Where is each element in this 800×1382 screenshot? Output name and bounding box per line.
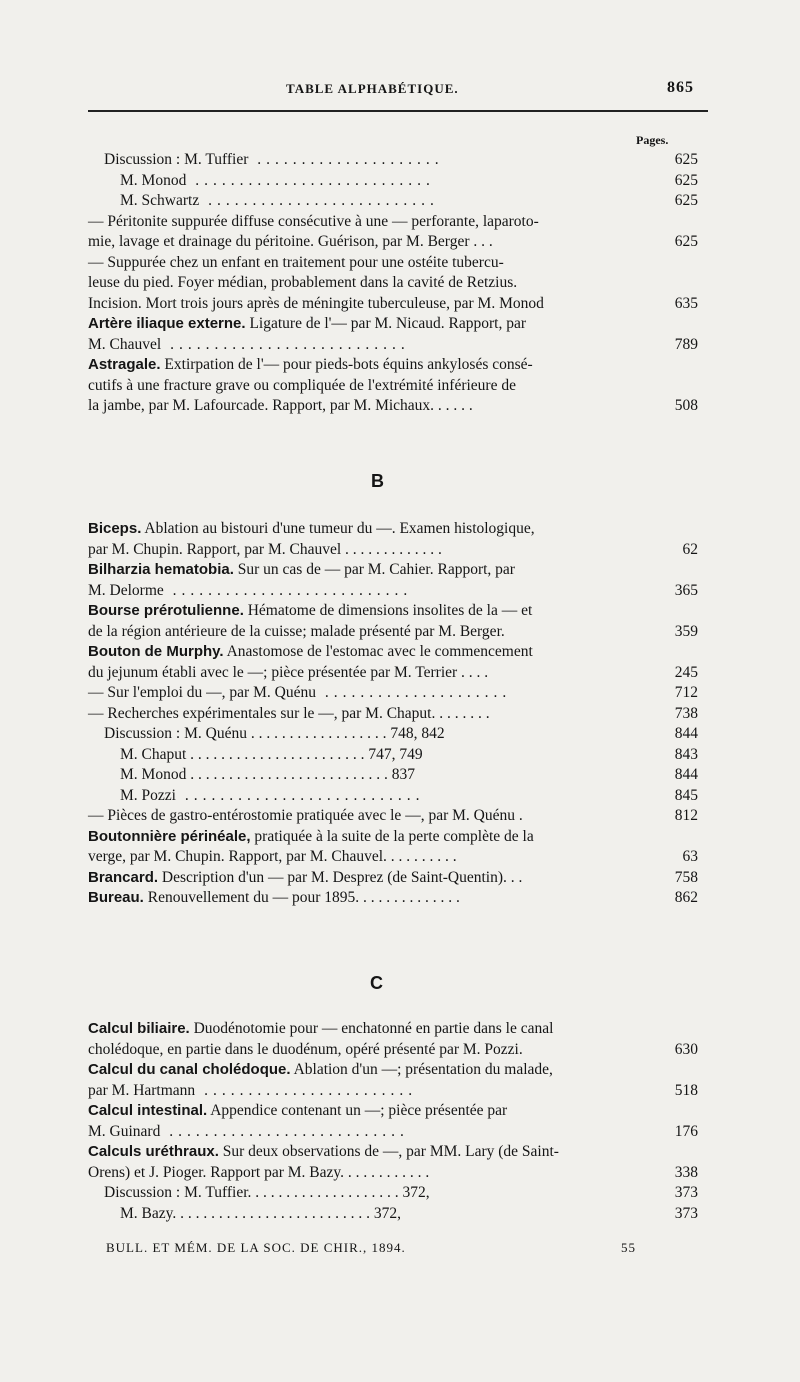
entry-text [120,745,423,766]
page-reference: 844 [674,725,698,742]
index-entry-line [88,888,698,909]
entry-text [88,642,533,663]
page-reference: 812 [674,807,698,824]
page-reference: 63 [682,848,698,865]
page-reference: 625 [674,151,698,168]
entry-text [88,868,522,889]
index-entry-line [88,765,698,786]
index-entry-line [88,314,698,335]
entry-text [88,273,517,294]
page-reference: 338 [674,1163,698,1181]
entry-text [88,888,460,909]
page-number: 865 [667,79,694,96]
entry-text [104,724,445,745]
entry-text [104,1183,430,1204]
running-title: TABLE ALPHABÉTIQUE. [286,81,459,96]
entry-text [88,704,490,725]
entry-body: M. Pozzi [120,786,176,804]
entry-body: Discussion : M. Tuffier. . . . . . . . . . . . . . . . . . . . 372, [104,1184,430,1201]
index-entry-line [88,376,698,397]
index-entry-line [88,868,698,889]
entry-body: Appendice contenant un —; pièce présentée par [207,1102,508,1119]
entry-text [88,540,442,561]
entry-body: Ligature de l'— par M. Nicaud. Rapport, par [245,315,526,332]
entry-body: pratiquée à la suite de la perte complète de la [250,827,534,845]
leader-dots: .......................... [199,192,439,209]
running-head [88,79,696,99]
page-reference: 508 [674,397,698,414]
section-letter-c: C [370,973,383,993]
index-entry-line [88,253,698,274]
entry-text [120,786,424,807]
index-section-b [88,519,698,909]
entry-body: Orens) et J. Pioger. Rapport par M. Bazy. . . . . . . . . . . . [88,1163,430,1181]
entry-body: Renouvellement du — pour 1895. . . . . . . . . . . . . . [143,889,460,906]
entry-body: Extirpation de l'— pour pieds-bots équins ankylosés consé- [160,356,533,373]
page-reference: 365 [674,581,698,599]
entry-text [88,232,493,253]
page-reference: 62 [682,540,698,558]
page-reference: 844 [674,766,698,783]
entry-body: de la région antérieure de la cuisse; malade présenté par M. Berger. [88,622,505,640]
entry-text [88,355,533,376]
entry-text [88,1101,507,1122]
entry-body: verge, par M. Chupin. Rapport, par M. Chauvel. . . . . . . . . . [88,848,457,865]
page-reference: 625 [674,233,698,250]
page-reference: 359 [674,622,698,640]
pages-column-label: Pages. [636,133,669,147]
entry-text [88,847,457,868]
entry-headword: Calculs uréthraux. [88,1143,219,1160]
index-entry-line [88,1183,698,1204]
leader-dots: ........................... [175,786,425,804]
entry-body: — Recherches expérimentales sur le —, par M. Chaput. . . . . . . . [88,704,490,722]
index-entry-line [88,745,698,766]
index-entry-line [88,294,698,315]
entry-text [88,601,532,622]
entry-text [88,560,515,581]
index-entry-line [88,232,698,253]
entry-body: M. Chauvel [88,335,162,353]
entry-body: M. Monod [120,171,187,189]
page-reference: 630 [674,1040,698,1058]
entry-text [88,253,504,274]
index-entry-line [88,560,698,581]
leader-dots: ........................ [195,1081,418,1099]
entry-headword: Biceps. [88,520,142,537]
index-entry-line [88,273,698,294]
entry-headword: Bourse prérotulienne. [88,602,244,619]
page-reference: 843 [674,745,698,763]
entry-body: M. Chaput . . . . . . . . . . . . . . . . . . . . . . . 747, 749 [120,745,423,763]
index-entry-line [88,622,698,643]
page-reference: 738 [674,704,698,722]
index-section-a [88,150,698,417]
entry-text [120,191,439,212]
index-entry-line [88,212,698,233]
index-entry-line [88,1204,698,1225]
entry-body: — Péritonite suppurée diffuse consécutive à une — perforante, laparoto- [88,212,539,230]
entry-body: par M. Hartmann [88,1081,196,1099]
leader-dots: ........................... [186,171,435,189]
entry-body: cutifs à une fracture grave ou compliquée de l'extrémité inférieure de [88,376,516,394]
index-entry-line [88,191,698,212]
index-entry-line [88,786,698,807]
entry-text [88,581,412,602]
header-rule [88,110,708,112]
leader-dots: ........................... [160,1122,409,1140]
entry-text [120,1204,401,1225]
leader-dots: ........................... [163,581,413,599]
entry-body: du jejunum établi avec le —; pièce présentée par M. Terrier . . . . [88,663,489,681]
page-reference: 373 [674,1204,698,1222]
leader-dots: ........................... [161,335,410,353]
entry-text [88,622,505,643]
index-entry-line [88,663,698,684]
entry-headword: Artère iliaque externe. [88,315,246,332]
page-reference: 373 [674,1184,698,1201]
entry-body: M. Bazy. . . . . . . . . . . . . . . . . . . . . . . . . . 372, [120,1204,401,1222]
entry-body: — Pièces de gastro-entérostomie pratiquée avec le —, par M. Quénu . [88,807,523,824]
entry-headword: Bureau. [88,889,144,906]
index-entry-line [88,355,698,376]
entry-headword: Brancard. [88,868,159,886]
entry-body: Hématome de dimensions insolites de la — et [243,602,533,619]
entry-text [88,519,535,540]
entry-body: M. Delorme [88,581,164,599]
entry-text [88,212,539,233]
entry-text [120,765,415,786]
entry-text [88,335,410,356]
index-entry-line [88,683,698,704]
index-entry-line [88,1081,698,1102]
entry-headword: Calcul biliaire. [88,1020,190,1037]
entry-body: — Suppurée chez un enfant en traitement pour une ostéite tubercu- [88,253,504,271]
entry-text [88,1163,429,1184]
entry-body: leuse du pied. Foyer médian, probablement dans la cavité de Retzius. [88,274,518,291]
entry-text [88,396,473,417]
index-entry-line [88,150,698,171]
index-entry-line [88,581,698,602]
index-entry-line [88,1101,698,1122]
entry-body: Sur un cas de — par M. Cahier. Rapport, par [233,561,515,578]
entry-body: Incision. Mort trois jours après de méningite tuberculeuse, par M. Monod [88,294,544,312]
entry-text [88,1060,553,1081]
entry-body: M. Monod . . . . . . . . . . . . . . . . . . . . . . . . . . 837 [120,766,415,783]
entry-headword: Calcul intestinal. [88,1102,208,1119]
index-entry-line [88,601,698,622]
entry-body: Discussion : M. Quénu . . . . . . . . . . . . . . . . . . 748, 842 [104,725,445,742]
index-entry-line [88,827,698,848]
index-entry-line [88,1060,698,1081]
entry-text [88,663,488,684]
index-entry-line [88,847,698,868]
entry-text [88,294,544,315]
page-reference: 789 [674,335,698,353]
entry-text [88,1019,553,1040]
entry-body: cholédoque, en partie dans le duodénum, opéré présenté par M. Pozzi. [88,1040,523,1058]
index-entry-line [88,396,698,417]
index-entry-line [88,704,698,725]
leader-dots: ..................... [315,684,512,701]
page-reference: 635 [674,294,698,312]
index-entry-line [88,1122,698,1143]
footer-citation: BULL. ET MÉM. DE LA SOC. DE CHIR., 1894. [106,1240,406,1255]
entry-text [88,314,526,335]
page-reference: 625 [674,171,698,189]
section-letter-b: B [371,471,384,491]
entry-body: par M. Chupin. Rapport, par M. Chauvel . . . . . . . . . . . . . [88,540,442,558]
entry-headword: Calcul du canal cholédoque. [88,1061,291,1078]
index-entry-line [88,1019,698,1040]
index-entry-line [88,1163,698,1184]
page-reference: 758 [674,868,698,886]
entry-body: Discussion : M. Tuffier [104,151,249,168]
index-entry-line [88,540,698,561]
entry-body: la jambe, par M. Lafourcade. Rapport, par M. Michaux. . . . . . [88,397,473,414]
page-reference: 625 [674,192,698,209]
page-reference: 845 [674,786,698,804]
index-entry-line [88,335,698,356]
leader-dots: ..................... [248,151,444,168]
page-reference: 176 [674,1122,698,1140]
footer [106,1240,636,1256]
entry-body: Anastomose de l'estomac avec le commencement [223,643,533,660]
index-entry-line [88,642,698,663]
page-reference: 518 [674,1081,698,1099]
entry-text [88,1122,409,1143]
entry-text [88,806,523,827]
entry-text [88,376,516,397]
entry-body: Ablation au bistouri d'une tumeur du —. Examen histologique, [141,520,535,537]
entry-text [88,1142,559,1163]
entry-headword: Boutonnière périnéale, [88,827,251,845]
entry-text [120,171,435,192]
entry-text [88,1040,523,1061]
entry-body: Ablation d'un —; présentation du malade, [290,1061,553,1078]
entry-headword: Bouton de Murphy. [88,643,224,660]
signature-mark: 55 [621,1240,636,1255]
index-entry-line [88,724,698,745]
index-entry-line [88,1040,698,1061]
entry-body: M. Schwartz [120,192,200,209]
page-reference: 862 [674,889,698,906]
entry-body: mie, lavage et drainage du péritoine. Guérison, par M. Berger . . . [88,233,493,250]
page-reference: 712 [674,684,698,701]
entry-text [88,827,534,848]
index-entry-line [88,806,698,827]
index-entry-line [88,1142,698,1163]
entry-text [88,1081,417,1102]
entry-text [104,150,444,171]
index-entry-line [88,171,698,192]
entry-headword: Bilharzia hematobia. [88,561,234,578]
entry-body: Sur deux observations de —, par MM. Lary (de Saint- [218,1143,559,1160]
entry-text [88,683,511,704]
entry-body: Description d'un — par M. Desprez (de Saint-Quentin). . . [158,868,523,886]
entry-body: M. Guinard [88,1122,161,1140]
index-section-c [88,1019,698,1224]
entry-body: Duodénotomie pour — enchatonné en partie dans le canal [189,1020,554,1037]
entry-body: — Sur l'emploi du —, par M. Quénu [88,684,316,701]
entry-headword: Astragale. [88,356,161,373]
index-entry-line [88,519,698,540]
page-reference: 245 [674,663,698,681]
